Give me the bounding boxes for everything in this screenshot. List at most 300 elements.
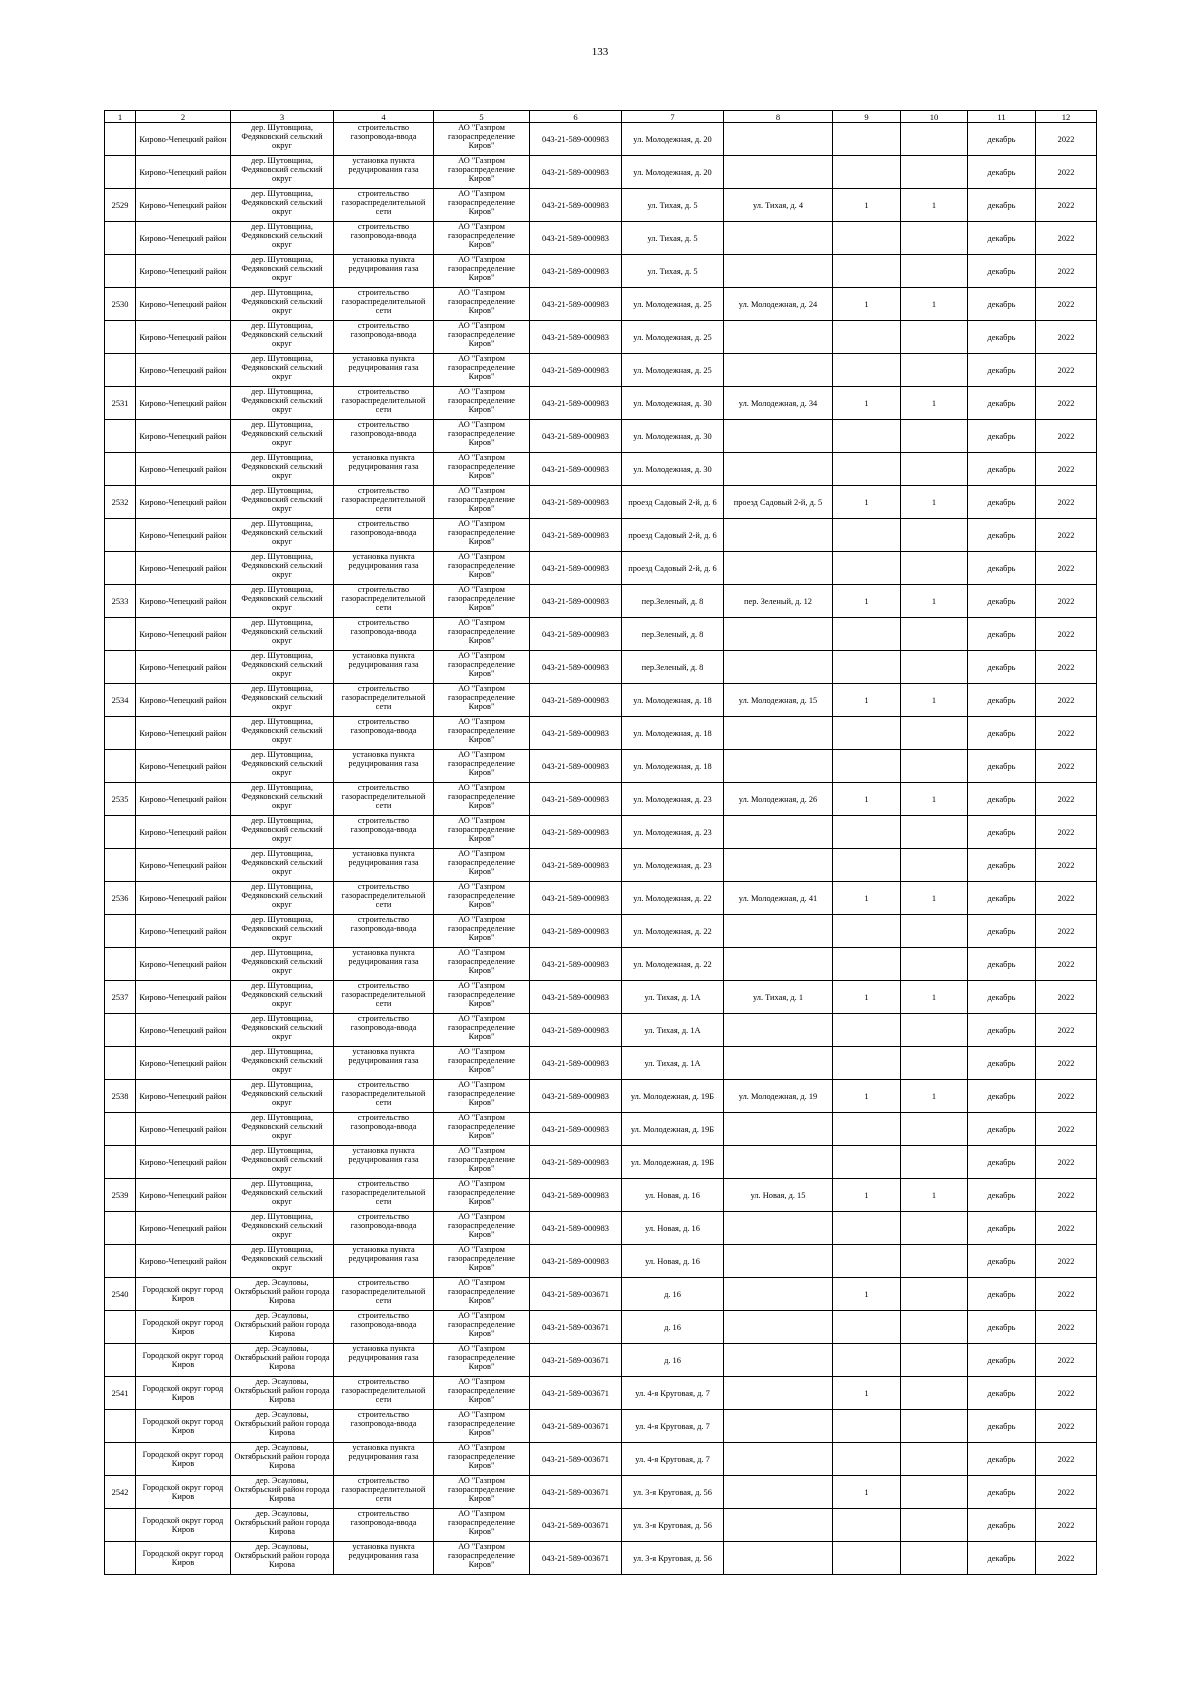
table-row [105,486,1097,519]
cell-settlement [231,387,334,420]
cell-settlement [231,222,334,255]
cell-text: 2022 [1057,497,1075,507]
cell-work-type [334,255,434,288]
cell-count-b [901,123,968,156]
cell-text: 1 [931,794,937,804]
cell-text: Городской округ город Киров [142,1516,224,1534]
cell-month [968,1542,1036,1575]
cell-operator [434,1344,530,1377]
cell-operator [434,222,530,255]
cell-count-b [901,222,968,255]
cell-text: декабрь [987,1520,1016,1530]
cell-row-number [105,717,136,750]
cell-registry-code [530,882,622,915]
cell-text: 2022 [1057,1058,1075,1068]
cell-text: строительство газораспределительной сети [341,189,426,216]
cell-work-type [334,1179,434,1212]
cell-text: 2534 [111,695,129,705]
cell-address [622,1476,724,1509]
cell-text: декабрь [987,1289,1016,1299]
cell-text: д. 16 [664,1289,681,1299]
cell-text: АО "Газпром газораспределение Киров" [447,651,516,678]
cell-text: АО "Газпром газораспределение Киров" [447,255,516,282]
cell-month [968,453,1036,486]
cell-text: ул. Тихая, д. 1А [644,992,701,1002]
cell-address [622,1212,724,1245]
cell-count-a [833,321,901,354]
cell-text: пер.Зеленый, д. 8 [641,662,704,672]
cell-settlement [231,1311,334,1344]
cell-operator [434,981,530,1014]
cell-text: 2022 [1057,266,1075,276]
cell-address [622,849,724,882]
cell-month [968,1278,1036,1311]
cell-count-a [833,1179,901,1212]
cell-work-type [334,453,434,486]
cell-text: Кирово-Чепецкий район [139,431,227,441]
cell-count-a [833,1377,901,1410]
cell-municipality [136,849,231,882]
cell-year [1036,783,1097,816]
cell-text: 2530 [111,299,129,309]
cell-address-second [724,915,833,948]
cell-address-second [724,1014,833,1047]
cell-address [622,684,724,717]
cell-municipality [136,288,231,321]
cell-year [1036,1344,1097,1377]
cell-text: 2022 [1057,1091,1075,1101]
cell-address [622,420,724,453]
cell-count-b [901,717,968,750]
cell-text: АО "Газпром газораспределение Киров" [447,453,516,480]
cell-count-a [833,1542,901,1575]
cell-municipality [136,882,231,915]
cell-count-b [901,387,968,420]
cell-count-a [833,1047,901,1080]
cell-text: установка пункта редуцирования газа [348,552,419,570]
cell-text: декабрь [987,761,1016,771]
cell-registry-code [530,1146,622,1179]
cell-text: строительство газораспределительной сети [341,1377,426,1404]
cell-text: строительство газораспределительной сети [341,882,426,909]
cell-operator [434,1278,530,1311]
cell-text: 2531 [111,398,129,408]
cell-work-type [334,519,434,552]
cell-month [968,354,1036,387]
cell-row-number [105,1443,136,1476]
cell-work-type [334,189,434,222]
cell-municipality [136,321,231,354]
cell-address [622,981,724,1014]
cell-settlement [231,915,334,948]
cell-text: АО "Газпром газораспределение Киров" [447,585,516,612]
cell-address [622,222,724,255]
cell-text: декабрь [987,1487,1016,1497]
cell-settlement [231,1146,334,1179]
cell-text: строительство газопровода-ввода [350,717,417,735]
cell-address-second [724,1179,833,1212]
cell-text: ул. Молодежная, д. 26 [738,794,818,804]
cell-text: 2536 [111,893,129,903]
cell-text: установка пункта редуцирования газа [348,1542,419,1560]
cell-count-a [833,948,901,981]
cell-text: 043-21-589-000983 [542,167,609,177]
cell-text: декабрь [987,1058,1016,1068]
cell-text: дер. Шутовщина, Федяковский сельский округ [241,1080,323,1107]
cell-text: декабрь [987,1091,1016,1101]
cell-text: Кирово-Чепецкий район [139,365,227,375]
cell-text: декабрь [987,431,1016,441]
cell-text: д. 16 [664,1355,681,1365]
cell-month [968,1410,1036,1443]
cell-registry-code [530,684,622,717]
cell-year [1036,1179,1097,1212]
cell-municipality [136,1113,231,1146]
cell-text: 2022 [1057,893,1075,903]
cell-text: декабрь [987,1256,1016,1266]
cell-text: декабрь [987,794,1016,804]
cell-settlement [231,552,334,585]
cell-text: АО "Газпром газораспределение Киров" [447,684,516,711]
cell-text: пер.Зеленый, д. 8 [641,629,704,639]
cell-year [1036,1377,1097,1410]
cell-text: дер. Шутовщина, Федяковский сельский округ [241,519,323,546]
cell-text: АО "Газпром газораспределение Киров" [447,1047,516,1074]
cell-text: дер. Шутовщина, Федяковский сельский округ [241,1212,323,1239]
cell-text: декабрь [987,1454,1016,1464]
cell-text: 2022 [1057,695,1075,705]
cell-registry-code [530,618,622,651]
cell-year [1036,1278,1097,1311]
cell-text: 2022 [1057,860,1075,870]
cell-text: Городской округ город Киров [142,1351,224,1369]
cell-address [622,354,724,387]
cell-address-second [724,1377,833,1410]
cell-operator [434,948,530,981]
cell-registry-code [530,1443,622,1476]
cell-text: 2538 [111,1091,129,1101]
cell-address-second [724,1311,833,1344]
cell-text: 1 [864,497,869,507]
cell-text: декабрь [987,299,1016,309]
cell-year [1036,1443,1097,1476]
cell-text: декабрь [987,827,1016,837]
cell-settlement [231,585,334,618]
cell-text: ул. Молодежная, д. 20 [633,134,712,144]
cell-text: 043-21-589-000983 [542,1124,609,1134]
cell-year [1036,1476,1097,1509]
cell-work-type [334,1080,434,1113]
cell-text: установка пункта редуцирования газа [348,255,419,273]
cell-count-a [833,915,901,948]
cell-text: 2022 [1057,299,1075,309]
cell-text: декабрь [987,1223,1016,1233]
cell-year [1036,849,1097,882]
cell-text: ул. Тихая, д. 5 [647,266,698,276]
cell-settlement [231,849,334,882]
cell-count-a [833,1212,901,1245]
cell-text: АО "Газпром газораспределение Киров" [447,1410,516,1437]
cell-text: пер. Зеленый, д. 12 [744,596,812,606]
cell-text: 2022 [1057,365,1075,375]
cell-address-second [724,1443,833,1476]
cell-text: 043-21-589-003671 [542,1421,609,1431]
cell-row-number [105,123,136,156]
cell-text: декабрь [987,728,1016,738]
cell-month [968,750,1036,783]
cell-operator [434,552,530,585]
table-row [105,321,1097,354]
cell-row-number [105,552,136,585]
cell-text: декабрь [987,1190,1016,1200]
cell-year [1036,651,1097,684]
cell-text: АО "Газпром газораспределение Киров" [447,783,516,810]
cell-text: АО "Газпром газораспределение Киров" [447,288,516,315]
cell-registry-code [530,1344,622,1377]
cell-address [622,1113,724,1146]
table-row [105,552,1097,585]
cell-text: ул. Молодежная, д. 19Б [630,1091,715,1101]
cell-text: АО "Газпром газораспределение Киров" [447,486,516,513]
cell-text: 2022 [1057,431,1075,441]
cell-month [968,585,1036,618]
register-table [104,110,1097,1575]
table-row [105,156,1097,189]
cell-text: Кирово-Чепецкий район [139,167,227,177]
cell-municipality [136,519,231,552]
cell-count-a [833,420,901,453]
cell-count-b [901,1509,968,1542]
cell-text: АО "Газпром газораспределение Киров" [447,981,516,1008]
cell-text: декабрь [987,530,1016,540]
cell-text: установка пункта редуцирования газа [348,948,419,966]
cell-address [622,1278,724,1311]
cell-text: установка пункта редуцирования газа [348,1245,419,1263]
cell-count-b [901,981,968,1014]
cell-text: АО "Газпром газораспределение Киров" [447,1014,516,1041]
cell-registry-code [530,1542,622,1575]
cell-text: 2022 [1057,596,1075,606]
cell-text: декабрь [987,893,1016,903]
cell-text: ул. Тихая, д. 5 [647,233,698,243]
cell-text: строительство газопровода-ввода [350,123,417,141]
cell-settlement [231,618,334,651]
cell-count-b [901,453,968,486]
cell-municipality [136,1179,231,1212]
cell-text: 2022 [1057,1157,1075,1167]
cell-text: Городской округ город Киров [142,1318,224,1336]
cell-municipality [136,1377,231,1410]
cell-address [622,750,724,783]
cell-text: АО "Газпром газораспределение Киров" [447,717,516,744]
cell-text: 2539 [111,1190,129,1200]
cell-text: дер. Шутовщина, Федяковский сельский округ [241,849,323,876]
cell-settlement [231,156,334,189]
cell-address [622,1311,724,1344]
cell-registry-code [530,981,622,1014]
table-row [105,849,1097,882]
cell-operator [434,618,530,651]
cell-text: Кирово-Чепецкий район [139,398,227,408]
cell-text: АО "Газпром газораспределение Киров" [447,1146,516,1173]
cell-registry-code [530,1245,622,1278]
cell-month [968,948,1036,981]
cell-text: строительство газопровода-ввода [350,618,417,636]
cell-count-a [833,1509,901,1542]
cell-text: АО "Газпром газораспределение Киров" [447,882,516,909]
cell-operator [434,123,530,156]
cell-text: ул. Молодежная, д. 30 [633,398,712,408]
table-row [105,1113,1097,1146]
cell-text: ул. Тихая, д. 5 [647,200,698,210]
cell-count-a [833,1014,901,1047]
cell-count-a [833,1113,901,1146]
table-row [105,1146,1097,1179]
cell-text: 043-21-589-000983 [542,893,609,903]
cell-text: Городской округ город Киров [142,1384,224,1402]
cell-text: дер. Шутовщина, Федяковский сельский округ [241,948,323,975]
cell-address-second [724,156,833,189]
cell-municipality [136,1344,231,1377]
cell-text: 2022 [1057,794,1075,804]
cell-municipality [136,684,231,717]
cell-count-b [901,915,968,948]
cell-registry-code [530,321,622,354]
cell-text: 1 [931,1091,937,1101]
cell-text: АО "Газпром газораспределение Киров" [447,948,516,975]
cell-address-second [724,123,833,156]
cell-registry-code [530,1113,622,1146]
cell-text: дер. Шутовщина, Федяковский сельский округ [241,1245,323,1272]
cell-text: строительство газопровода-ввода [350,1113,417,1131]
cell-text: Кирово-Чепецкий район [139,629,227,639]
cell-text: 1 [931,992,937,1002]
cell-text: 1 [931,1190,937,1200]
cell-count-a [833,1245,901,1278]
cell-text: декабрь [987,266,1016,276]
cell-count-a [833,1080,901,1113]
cell-row-number [105,981,136,1014]
cell-operator [434,354,530,387]
cell-address-second [724,1509,833,1542]
cell-count-b [901,1113,968,1146]
cell-row-number [105,1245,136,1278]
cell-work-type [334,1113,434,1146]
cell-count-b [901,1443,968,1476]
cell-settlement [231,948,334,981]
column-number: 10 [901,111,968,123]
cell-text: 043-21-589-000983 [542,1223,609,1233]
cell-text: пер.Зеленый, д. 8 [641,596,704,606]
cell-text: Кирово-Чепецкий район [139,464,227,474]
cell-address-second [724,1542,833,1575]
cell-text: Кирово-Чепецкий район [139,1124,227,1134]
cell-text: АО "Газпром газораспределение Киров" [447,1542,516,1569]
cell-settlement [231,750,334,783]
cell-count-a [833,255,901,288]
cell-month [968,123,1036,156]
cell-text: дер. Шутовщина, Федяковский сельский округ [241,255,323,282]
cell-text: 2022 [1057,464,1075,474]
cell-municipality [136,783,231,816]
cell-text: строительство газораспределительной сети [341,783,426,810]
cell-text: дер. Шутовщина, Федяковский сельский округ [241,618,323,645]
cell-month [968,717,1036,750]
cell-text: 2022 [1057,1289,1075,1299]
cell-text: проезд Садовый 2-й, д. 6 [628,497,717,507]
cell-text: 043-21-589-000983 [542,959,609,969]
cell-count-b [901,1014,968,1047]
cell-count-a [833,1410,901,1443]
cell-month [968,1113,1036,1146]
table-row [105,123,1097,156]
cell-count-b [901,1344,968,1377]
cell-text: АО "Газпром газораспределение Киров" [447,123,516,150]
cell-text: дер. Шутовщина, Федяковский сельский округ [241,684,323,711]
cell-text: проезд Садовый 2-й, д. 6 [628,563,717,573]
column-number: 3 [231,111,334,123]
cell-count-b [901,1311,968,1344]
cell-text: ул. 3-я Круговая, д. 56 [633,1520,712,1530]
cell-operator [434,849,530,882]
cell-municipality [136,453,231,486]
cell-registry-code [530,486,622,519]
table-row [105,222,1097,255]
cell-text: ул. 3-я Круговая, д. 56 [633,1487,712,1497]
cell-count-b [901,1377,968,1410]
cell-year [1036,453,1097,486]
cell-text: 043-21-589-000983 [542,233,609,243]
cell-settlement [231,816,334,849]
cell-count-b [901,1410,968,1443]
cell-year [1036,123,1097,156]
cell-row-number [105,519,136,552]
cell-address [622,1344,724,1377]
cell-text: 1 [864,398,869,408]
cell-month [968,288,1036,321]
cell-row-number [105,156,136,189]
cell-address [622,717,724,750]
cell-registry-code [530,849,622,882]
cell-operator [434,816,530,849]
cell-count-b [901,420,968,453]
cell-text: 2532 [111,497,129,507]
cell-text: ул. Молодежная, д. 24 [738,299,818,309]
cell-text: 043-21-589-000983 [542,1025,609,1035]
cell-address-second [724,519,833,552]
cell-address [622,1443,724,1476]
table-row [105,519,1097,552]
cell-work-type [334,717,434,750]
cell-count-a [833,1146,901,1179]
cell-text: декабрь [987,629,1016,639]
cell-text: установка пункта редуцирования газа [348,651,419,669]
cell-municipality [136,1146,231,1179]
cell-text: 043-21-589-000983 [542,794,609,804]
table-row [105,816,1097,849]
cell-year [1036,486,1097,519]
cell-text: 1 [864,200,869,210]
cell-text: 2540 [111,1289,129,1299]
cell-row-number [105,915,136,948]
table-row [105,1014,1097,1047]
cell-registry-code [530,354,622,387]
cell-text: ул. Тихая, д. 4 [752,200,804,210]
cell-text: 1 [864,992,869,1002]
cell-text: 043-21-589-000983 [542,398,609,408]
cell-count-a [833,156,901,189]
cell-text: 1 [931,299,937,309]
